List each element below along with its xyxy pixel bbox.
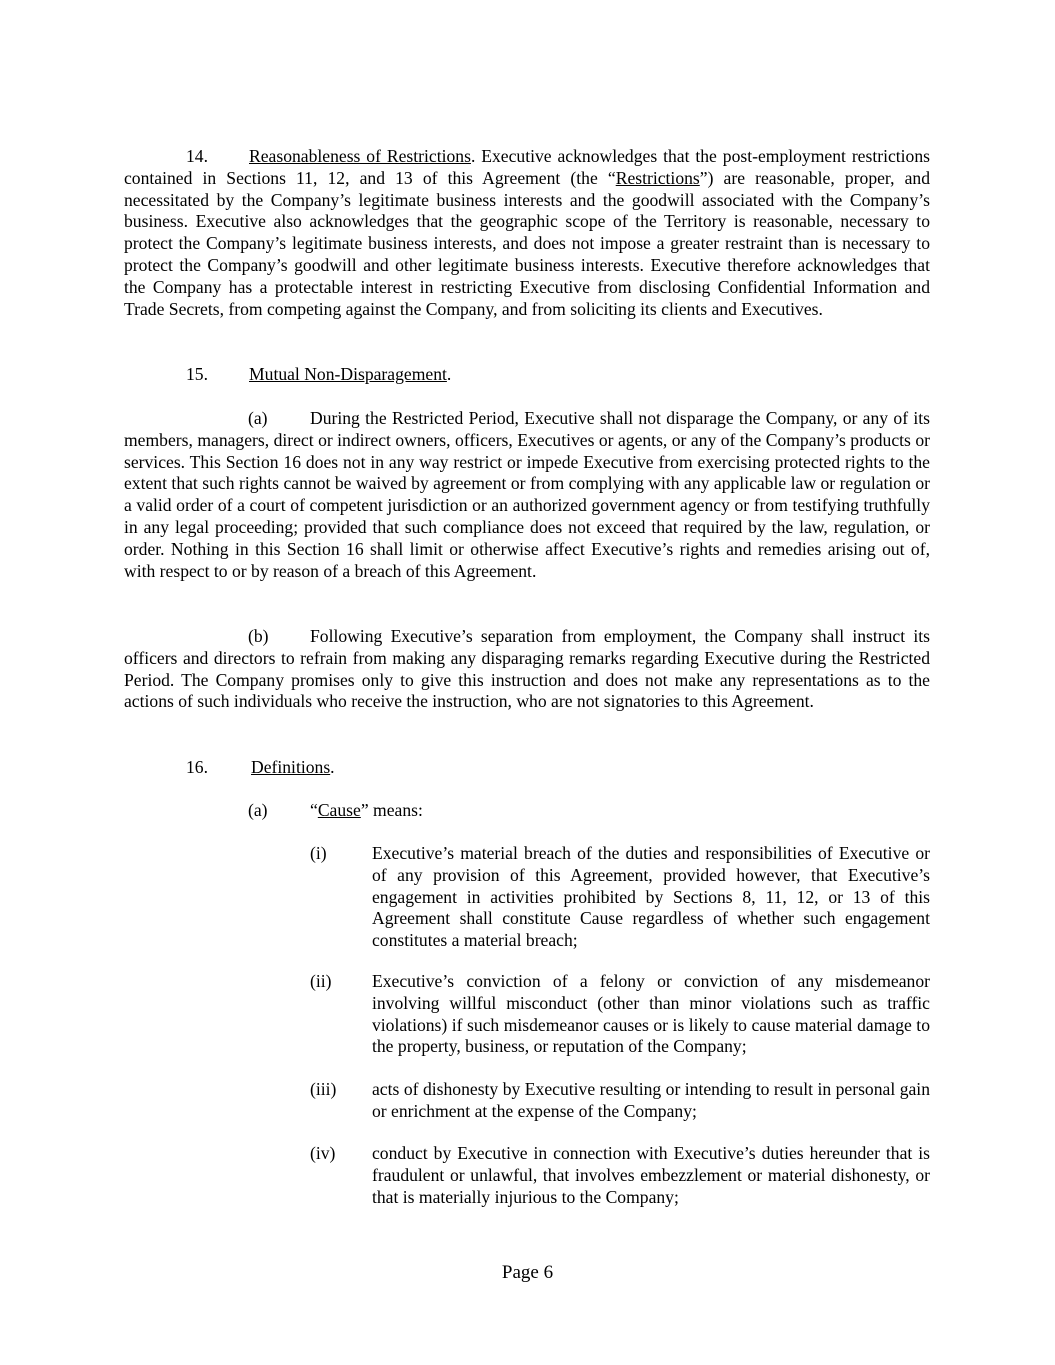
section-16a-line [124,800,930,822]
section-14-text-part2: ”) are reasonable, proper, and necessitated by the Company’s legitimate business interests and the goodwill associated with the Company’s business. Executive also acknowledges that the geographic scope of the Territory is reasonable, necessary to protect the Company’s legitimate business interests, and does not impose a greater restraint than is necessary to protect the Company’s goodwill and other legitimate business interests. Executive therefore acknowledges that the Company has a protectable interest in restricting Executive from disclosing Confidential Information and Trade Secrets, from competing against the Company, and from soliciting its clients and Executives. [124,167,930,319]
section-16a-marker: (a) [248,800,268,820]
section-16-heading [124,757,930,779]
section-15b-text: Following Executive’s separation from employment, the Company shall instruct its officers and directors to refrain from making any disparaging remarks regarding Executive during the Restricted Period. The Company promises only to give this instruction and does not make any representations as to the actions of such individuals who receive the instruction, who are not signatories to this Agreement. [124,626,930,712]
section-15a-marker: (a) [248,408,268,428]
section-15a-paragraph [124,408,930,582]
cause-item-iii-text: acts of dishonesty by Executive resulting or intending to result in personal gain or enrichment at the expense of the Company; [372,1079,930,1121]
section-16-title-period: . [330,757,335,777]
cause-item-i-marker: (i) [310,843,327,863]
section-14-paragraph [124,146,930,320]
section-14-text-part1: . Executive acknowledges that the post-employment restrictions contained in Sections 11, 12, and 13 of this Agreement (the “ [124,146,931,188]
cause-item-iii-marker: (iii) [310,1079,337,1099]
section-15b-paragraph [124,626,930,713]
cause-means-text: ” means: [360,800,423,820]
section-15-heading [124,364,930,386]
section-15-title: Mutual Non-Disparagement [249,364,447,384]
cause-item-iv-text: conduct by Executive in connection with Executive’s duties hereunder that is fraudulent or unlawful, that involves embezzlement or material dishonesty, or that is materially injurious to the Company; [372,1143,930,1207]
section-14-number: 14. [186,146,208,166]
cause-item-ii-marker: (ii) [310,971,332,991]
cause-item-i [310,843,930,952]
section-15-title-period: . [446,364,452,384]
section-16-number: 16. [186,757,208,777]
cause-item-iv-marker: (iv) [310,1143,336,1163]
section-15-number: 15. [186,364,208,384]
section-15a-text: During the Restricted Period, Executive shall not disparage the Company, or any of its members, managers, direct or indirect owners, officers, Executives or agents, or any of the Company’s products or services. This Section 16 does not in any way restrict or impede Executive from exercising protected rights to the extent that such rights cannot be waived by agreement or from complying with any applicable law or regulation or a valid order of a court of competent jurisdiction or an authorized government agency or from testifying truthfully in any legal proceeding; provided that such compliance does not exceed that required by the law, regulation, or order. Nothing in this Section 16 shall limit or otherwise affect Executive’s rights and remedies arising out of, with respect to or by reason of a breach of this Agreement. [124,408,930,581]
cause-open-quote: “ [310,800,318,820]
cause-term: Cause [317,800,361,820]
section-14-title: Reasonableness of Restrictions [249,146,471,166]
cause-item-iii [310,1079,930,1123]
page-number: Page 6 [501,1262,554,1283]
cause-item-ii [310,971,930,1058]
section-16-title: Definitions [251,757,331,777]
restrictions-term: Restrictions [615,167,700,188]
cause-item-i-text: Executive’s material breach of the duties and responsibilities of Executive or of any provision of this Agreement, provided however, that Executive’s engagement in activities prohibited by Sections 8, 11, 12, or 13 of this Agreement shall constitute Cause regardless of whether such engagement constitutes a material breach; [372,843,930,951]
section-15b-marker: (b) [248,626,269,646]
cause-item-iv [310,1143,930,1208]
cause-item-ii-text: Executive’s conviction of a felony or conviction of any misdemeanor involving willful misconduct (other than minor violations such as traffic violations) if such misdemeanor causes or is likely to cause material damage to the property, business, or reputation of the Company; [372,971,930,1057]
